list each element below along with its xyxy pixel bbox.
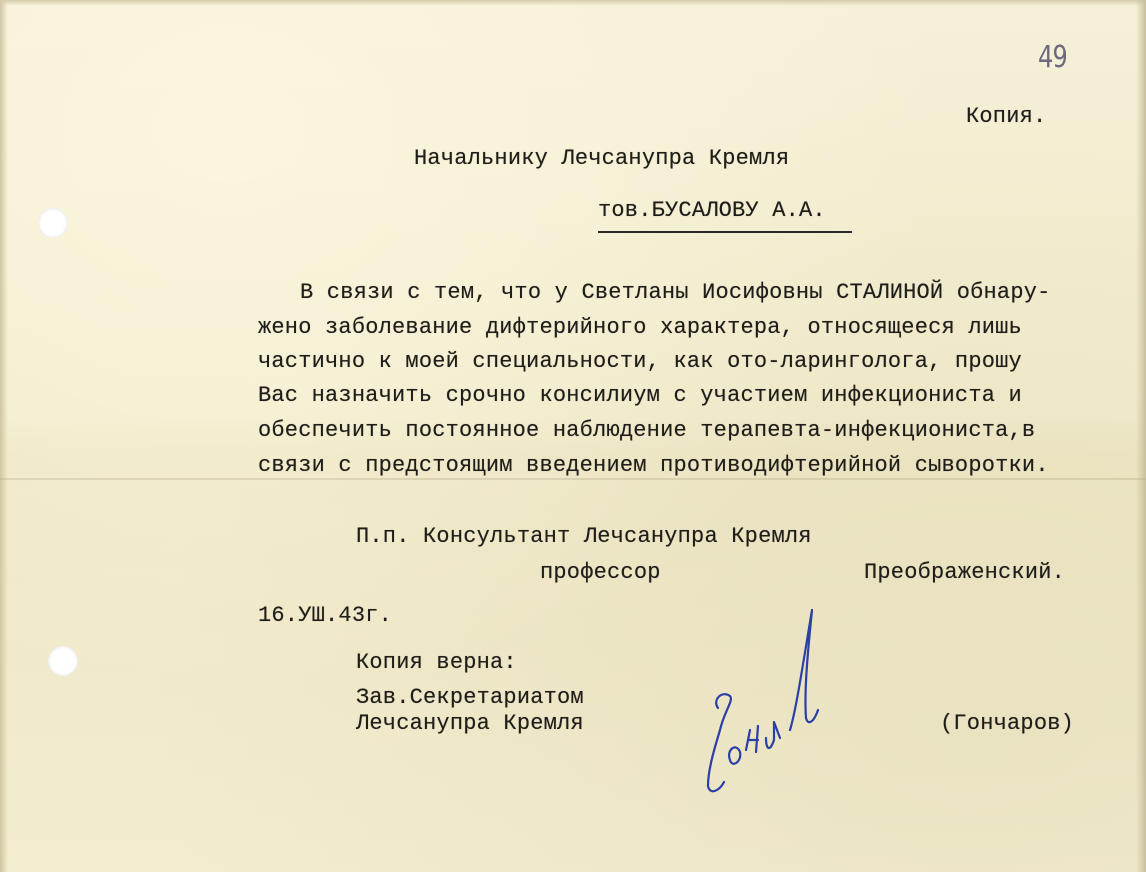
body-line-3: частично к моей специальности, как ото-ларинголога, прошу (258, 349, 1022, 374)
signature-title: профессор (540, 560, 661, 585)
copy-mark: Копия. (966, 104, 1047, 129)
body-line-5: обеспечить постоянное наблюдение терапевта-инфекциониста,в (258, 418, 1036, 443)
body-line-1: В связи с тем, что у Светланы Иосифовны СТАЛИНОЙ обнару- (300, 280, 1051, 305)
signature-line-1: П.п. Консультант Лечсанупра Кремля (356, 524, 812, 549)
body-line-4: Вас назначить срочно консилиум с участием инфекциониста и (258, 383, 1022, 408)
punch-hole-bottom (48, 646, 78, 676)
addressee-line-1: Начальнику Лечсанупра Кремля (414, 146, 790, 171)
paper-edge-left (0, 0, 8, 872)
certification-line-1: Копия верна: (356, 650, 517, 675)
paper-edge-right (1136, 0, 1146, 872)
certification-line-2: Зав.Секретариатом (356, 685, 584, 710)
paper-fold-line (0, 478, 1146, 480)
document-date: 16.УШ.43г. (258, 603, 393, 628)
archive-page-number: 49 (1038, 40, 1067, 75)
addressee-line-2: тов.БУСАЛОВУ А.А. (598, 198, 826, 223)
certification-name: (Гончаров) (940, 711, 1075, 736)
body-line-6: связи с предстоящим введением противодифтерийной сыворотки. (258, 453, 1049, 478)
handwritten-signature (700, 600, 830, 800)
certification-line-3: Лечсанупра Кремля (356, 711, 584, 736)
body-line-2: жено заболевание дифтерийного характера, относящееся лишь (258, 315, 1022, 340)
signature-name: Преображенский. (864, 560, 1066, 585)
addressee-underline (598, 231, 852, 233)
punch-hole-top (38, 208, 68, 238)
paper-edge-top (0, 0, 1146, 6)
